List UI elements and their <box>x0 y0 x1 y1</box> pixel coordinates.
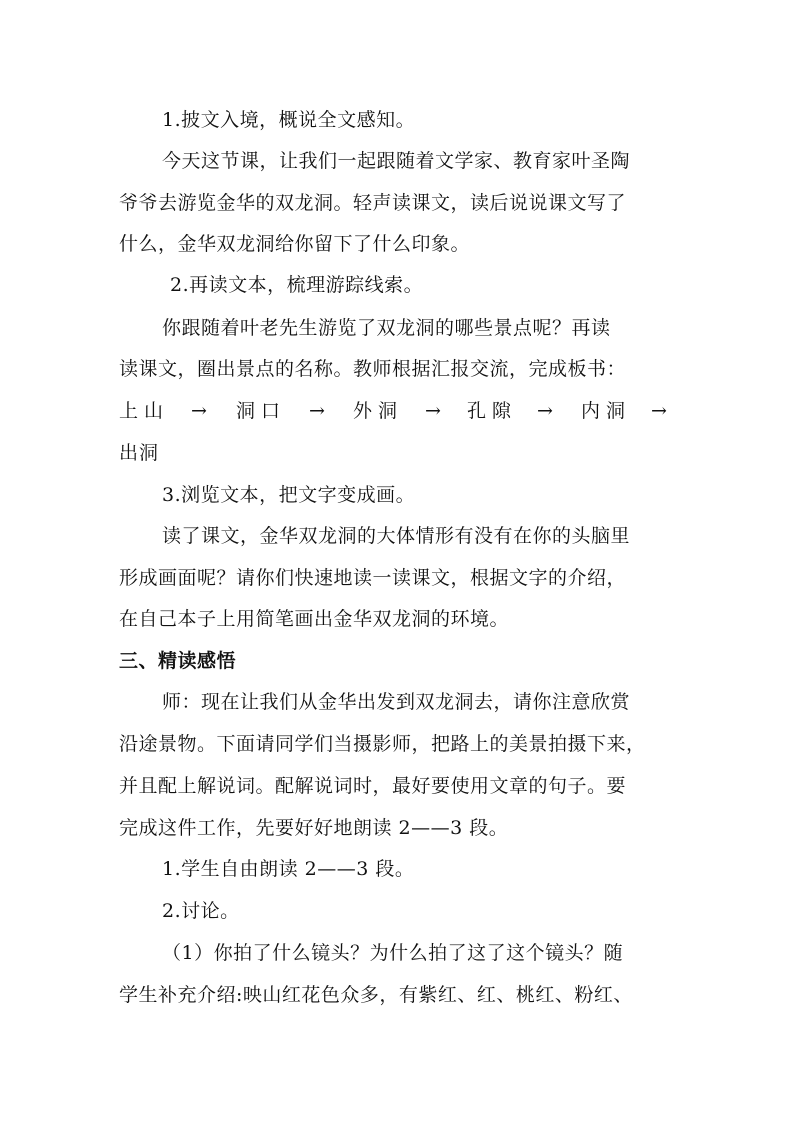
arrow-icon: → <box>309 400 331 422</box>
paragraph-line: 沿途景物。下面请同学们当摄影师，把路上的美景拍摄下来， <box>119 733 646 755</box>
arrow-icon: → <box>191 400 213 422</box>
route-flow <box>119 398 679 424</box>
paragraph-line: 形成画面呢？请你们快速地读一读课文，根据文字的介绍， <box>119 567 627 589</box>
arrow-icon: → <box>651 400 673 422</box>
paragraph-line: 读课文，圈出景点的名称。教师根据汇报交流，完成板书： <box>119 358 627 380</box>
paragraph-line: 什么，金华双龙洞给你留下了什么印象。 <box>119 233 471 255</box>
route-stop: 洞口 <box>236 400 287 422</box>
route-stop: 上山 <box>119 400 170 422</box>
paragraph-line: 今天这节课，让我们一起跟随着文学家、教育家叶圣陶 <box>162 150 631 172</box>
route-stop-last: 出洞 <box>119 442 160 464</box>
step-heading-1: 1.披文入境，概说全文感知。 <box>162 109 416 131</box>
paragraph-line: 你跟随着叶老先生游览了双龙洞的哪些景点呢？再读 <box>162 317 611 339</box>
arrow-icon: → <box>537 400 559 422</box>
step-heading-2: 2.再读文本，梳理游踪线索。 <box>170 274 424 296</box>
paragraph-line: （1）你拍了什么镜头？为什么拍了这了这个镜头？随 <box>162 942 624 964</box>
paragraph-line: 读了课文，金华双龙洞的大体情形有没有在你的头脑里 <box>162 525 631 547</box>
route-stop: 孔隙 <box>467 400 518 422</box>
paragraph-line: 师：现在让我们从金华出发到双龙洞去，请你注意欣赏 <box>162 691 631 713</box>
step-line: 2.讨论。 <box>162 900 240 922</box>
step-line: 1.学生自由朗读 2——3 段。 <box>162 858 415 880</box>
route-stop: 内洞 <box>581 400 632 422</box>
paragraph-line: 在自己本子上用简笔画出金华双龙洞的环境。 <box>119 608 510 630</box>
route-stop: 外洞 <box>353 400 404 422</box>
paragraph-line: 学生补充介绍:映山红花色众多，有紫红、红、桃红、粉红、 <box>119 984 633 1006</box>
arrow-icon: → <box>425 400 447 422</box>
paragraph-line: 并且配上解说词。配解说词时，最好要使用文章的句子。要 <box>119 775 627 797</box>
paragraph-line: 爷爷去游览金华的双龙洞。轻声读课文，读后说说课文写了 <box>119 192 627 214</box>
step-heading-3: 3.浏览文本，把文字变成画。 <box>162 484 416 506</box>
section-title: 三、精读感悟 <box>119 650 237 672</box>
paragraph-line: 完成这件工作，先要好好地朗读 2——3 段。 <box>119 817 509 839</box>
